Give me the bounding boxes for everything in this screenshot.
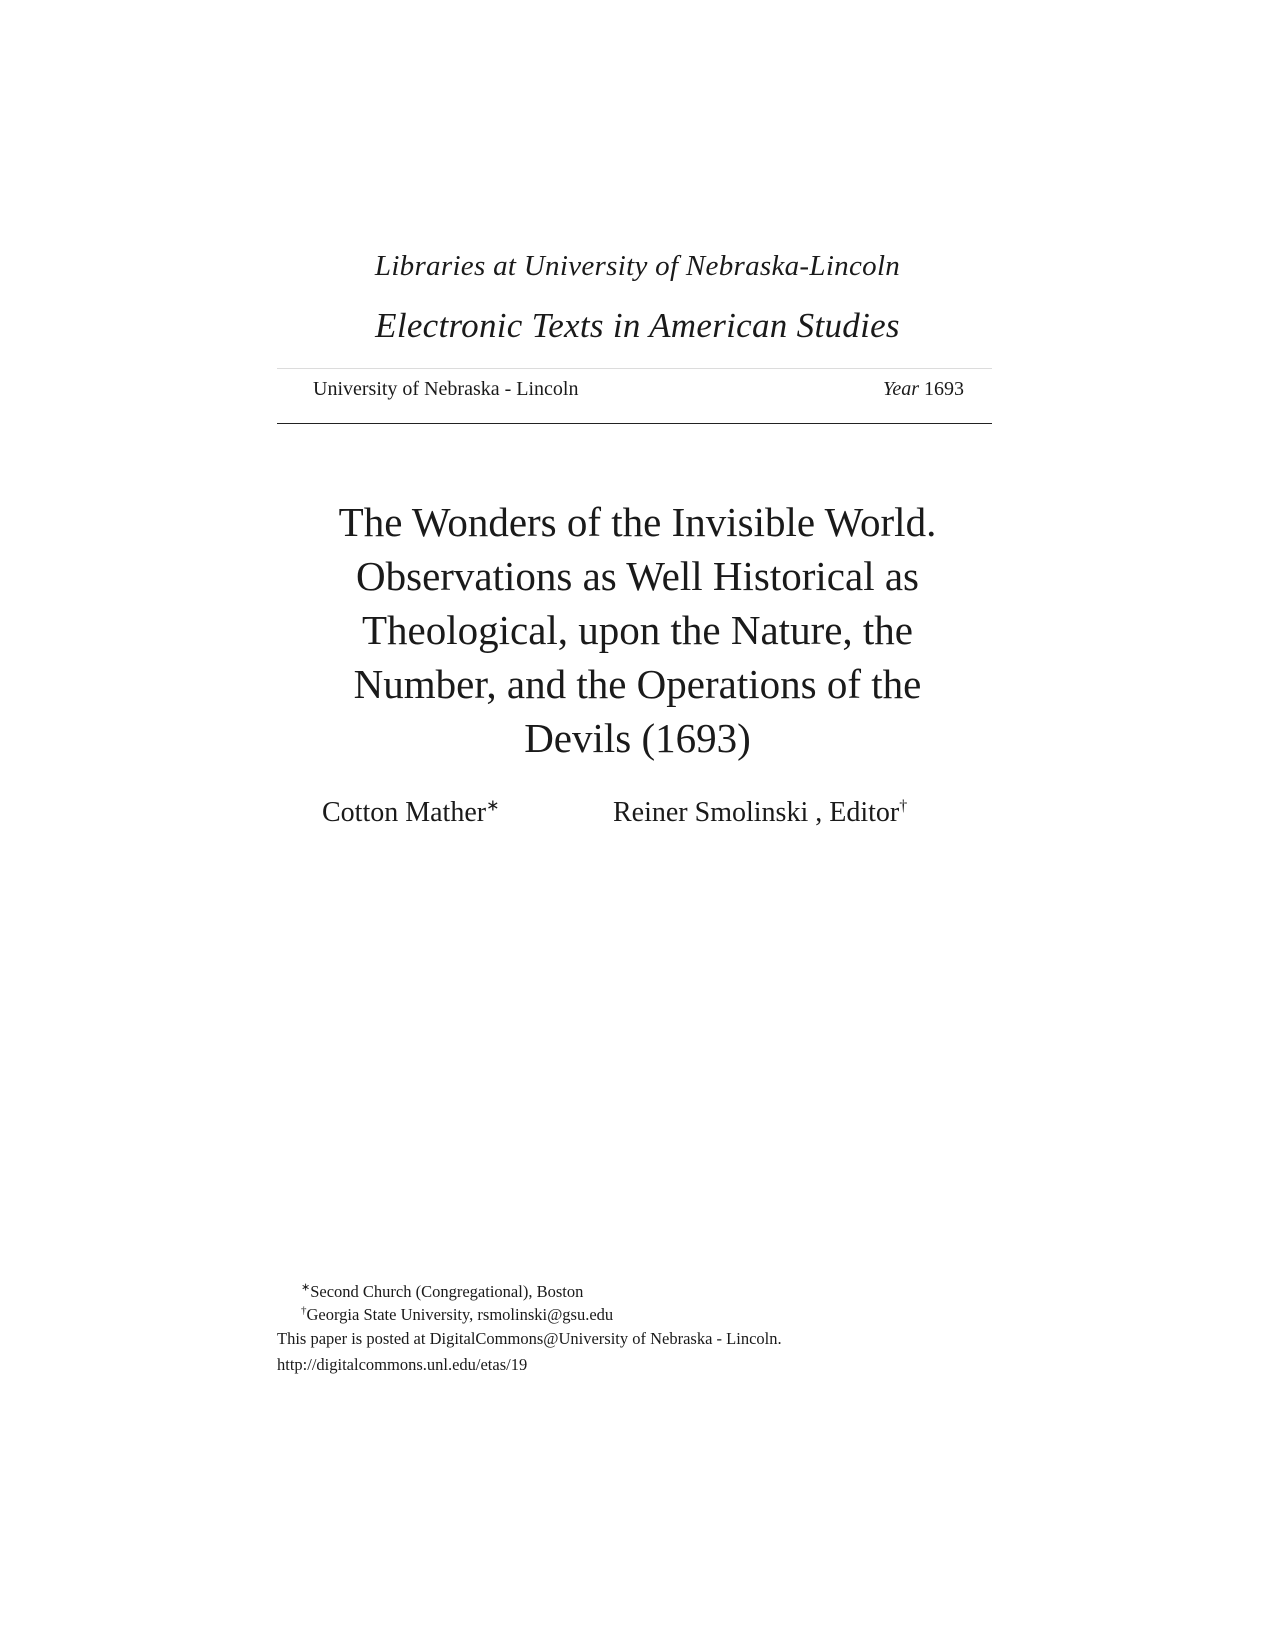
footnote-mark: ∗: [486, 797, 500, 815]
repository-url[interactable]: http://digitalcommons.unl.edu/etas/19: [277, 1355, 528, 1374]
paper-title: [300, 495, 975, 765]
library-name: Libraries at University of Nebraska-Lincoln: [374, 250, 901, 282]
year-label: Year: [883, 378, 919, 400]
institution-name: University of Nebraska - Lincoln: [313, 378, 579, 400]
footnotes: [277, 1280, 977, 1378]
header-meta-row: [313, 378, 964, 404]
author-reiner-smolinski: [613, 797, 907, 829]
title-line: The Wonders of the Invisible World.: [338, 499, 937, 545]
footnote-mark: †: [899, 797, 908, 815]
title-line: Devils (1693): [524, 715, 751, 761]
footnote-affiliation: [277, 1280, 977, 1303]
footnote-text: Georgia State University, rsmolinski@gsu.edu: [306, 1305, 614, 1324]
footnote-affiliation: [277, 1303, 977, 1326]
year-value: 1693: [924, 378, 964, 400]
series-title: Electronic Texts in American Studies: [375, 306, 900, 345]
posting-notice: This paper is posted at DigitalCommons@University of Nebraska - Lincoln.: [277, 1329, 782, 1348]
title-line: Theological, upon the Nature, the: [361, 607, 914, 653]
title-line: Number, and the Operations of the: [353, 661, 922, 707]
title-line: Observations as Well Historical as: [356, 553, 919, 599]
footnote-mark: †: [301, 1304, 307, 1317]
footnote-text: Second Church (Congregational), Boston: [310, 1282, 584, 1301]
publication-year: [883, 378, 964, 401]
author-name: Reiner Smolinski , Editor: [613, 797, 900, 828]
header-divider-thin: [277, 368, 992, 369]
author-name: Cotton Mather: [322, 797, 487, 828]
author-cotton-mather: [322, 797, 500, 829]
footnote-mark: ∗: [301, 1281, 311, 1294]
header-divider-thick: [277, 423, 992, 424]
